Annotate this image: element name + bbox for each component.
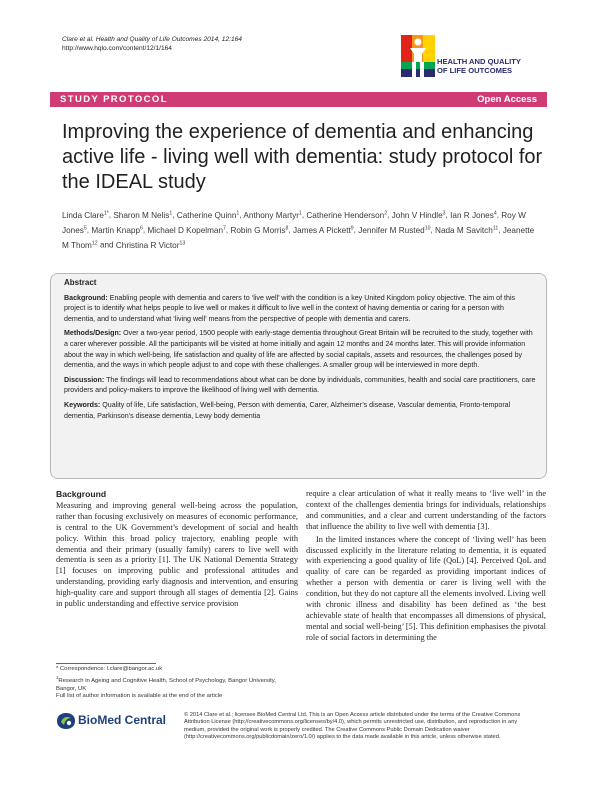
author-list: Linda Clare$^{1*}$, Sharon M Nelis$^1$, Catherine Quinn$^1$, Anthony Martyr$^1$, Catherine Henderson$^2$, John V Hindle$^3$, Ian R Jones$^4$, Roy W Jones$^5$, Martin Knapp$^6$, Michael D Kopelman$^7$, Robin G Morris$^8$, James A Pickett$^9$, Jennifer M Rusted$^{10}$, Nada M Savitch$^{11}$, Jeanette M Thom$^{12}$ and Christina R Victor$^{13}$ (62, 210, 535, 251)
footnote-divider (56, 663, 156, 664)
body-paragraph: Measuring and improving general well-being across the population, rather than focusing exclusively on measures of economic performance, is central to the UK Government’s development of social and health policy. Within this broad policy trajectory, enabling people with dementia and their primary (usually family) carers to live well with dementia is seen as a priority [1]. The UK National Dementia Strategy [1] focuses on improving public and professional attitudes and understanding, providing early diagnosis and intervention, and ensuring high-quality care and support through all stages of dementia [2]. Gains in public understanding and effective service provision (56, 500, 298, 609)
author-name: Robin G Morris$^8$ (230, 225, 289, 235)
author-name: Anthony Martyr$^1$ (243, 210, 302, 220)
author-affiliation-sup: 11 (492, 225, 499, 232)
article-title: Improving the experience of dementia and enhancing active life - living well with dementia: study protocol for the IDEAL study (62, 121, 543, 193)
correspondence-note: * Correspondence: l.clare@bangor.ac.uk (56, 666, 163, 672)
journal-citation: Clare et al. Health and Quality of Life Outcomes 2014, 12:164 (62, 36, 242, 43)
article-url[interactable]: http://www.hqlo.com/content/12/1/164 (62, 44, 172, 52)
author-affiliation-sup: 3 (442, 210, 446, 216)
author-affiliation-sup: 9 (350, 225, 354, 232)
author-name: Catherine Quinn$^1$ (176, 210, 240, 220)
body-paragraph: require a clear articulation of what it really means to ‘live well’ in the context of the challenges dementia brings for individuals, relationships and communities, and a clear and current understanding of the factors that influence the ability to live well with dementia [3]. (306, 489, 546, 531)
author-name: Christina R Victor$^{13}$ (115, 240, 186, 251)
author-affiliation-sup: 1 (236, 210, 240, 216)
author-info-note: Full list of author information is available at the end of the article (56, 693, 223, 700)
license-text: © 2014 Clare et al.; licensee BioMed Central Ltd. This is an Open Access article distributed under the terms of the Creative Commons Attribution License (http://creativecommons.org/licenses/by/4.0), which permits unrestricted use, distribution, and reproduction in any medium, provided the original work is properly credited. The Creative Commons Public Domain Dedication waiver (http://creativecommons.org/publicdomain/zero/1.0/) applies to the data made available in this article, unless otherwise stated. (184, 712, 521, 741)
author-affiliation-sup: 10 (424, 225, 431, 232)
author-name: James A Pickett$^9$ (292, 225, 354, 235)
author-name: Sharon M Nelis$^1$ (113, 210, 173, 220)
abstract-keywords-label: Keywords: (64, 400, 101, 409)
author-name: Jennifer M Rusted$^{10}$ (358, 225, 431, 235)
section-heading-background: Background (56, 489, 107, 499)
abstract-methods-text: Over a two-year period, 1500 people with early-stage dementia throughout Great Britain will be recruited to the study, together with a carer wherever possible. All the participants will be visited at home initially and again 12 months and 24 months later. This will provide information about the way in which well-being, life satisfaction and quality of life are affected by social capitals, assets and resources, the challenges posed by dementia, and the ways in which people adjust to and cope with these challenges. A smaller group will be interviewed in more depth. (64, 329, 533, 370)
author-affiliation-sup: 1 (298, 210, 302, 216)
author-name: John V Hindle$^3$ (391, 210, 446, 220)
abstract-methods-label: Methods/Design: (64, 329, 122, 338)
running-head (62, 36, 362, 53)
author-affiliation-sup: 1 (169, 210, 173, 216)
affiliation-note (56, 674, 296, 694)
abstract-box (50, 273, 547, 479)
author-affiliation-sup: 5 (83, 225, 87, 232)
body-paragraph: In the limited instances where the concept of ‘living well’ has been discussed explicitly in the literature relating to dementia, it is equated with experiencing a good quality of life (QoL) [4]. Perceived QoL and quality of care can be regarded as providing important indices of whether a person with dementia or carer is living well with the condition, but they do not capture all the elements involved. Living well with chronic illness and disability has been defined as ‘the best achievable state of health that encompasses all dimensions of physical, mental and social well-being’ [5]. This definition emphasises the pivotal role of social factors in determining the (306, 534, 546, 642)
article-type-label: STUDY PROTOCOL (60, 94, 168, 105)
author-name: Linda Clare$^{1*}$ (62, 210, 109, 220)
author-affiliation-sup: 7 (223, 225, 226, 232)
author-affiliation-sup: 1* (103, 210, 109, 216)
author-affiliation-sup: 6 (140, 225, 143, 232)
abstract-methods (64, 328, 536, 370)
body-column-left (56, 489, 298, 612)
body-column-right (306, 489, 546, 646)
abstract-discussion (64, 375, 536, 396)
author-name: Nada M Savitch$^{11}$ (435, 225, 499, 235)
author-affiliation-sup: 13 (179, 240, 186, 247)
author-affiliation-sup: 12 (91, 240, 98, 247)
hqlo-figure-icon (399, 33, 437, 79)
author-name: Catherine Henderson$^2$ (306, 210, 388, 220)
abstract-background-label: Background: (64, 293, 108, 302)
journal-logo-text: HEALTH AND QUALITY OF LIFE OUTCOMES (437, 57, 521, 75)
affiliation-sup: 1 (56, 674, 59, 680)
publisher-logo (56, 712, 176, 730)
abstract-heading: Abstract (64, 278, 97, 287)
abstract-keywords-text: Quality of life, Life satisfaction, Well-being, Person with dementia, Carer, Alzheimer’s disease, Vascular dementia, Fronto-temporal dementia, Parkinson’s disease dementia, Lewy body dementia (64, 400, 511, 420)
author-name: Jeanette M Thom$^{12}$ (62, 225, 535, 251)
author-name: Martin Knapp$^6$ (91, 225, 143, 235)
article-type-bar (50, 92, 547, 107)
author-affiliation-sup: 2 (384, 210, 388, 216)
biomed-central-icon (56, 712, 76, 730)
author-name: Ian R Jones$^4$ (450, 210, 497, 220)
author-name: Michael D Kopelman$^7$ (147, 225, 226, 235)
journal-logo (399, 33, 549, 79)
author-affiliation-sup: 4 (493, 210, 497, 216)
abstract-background (64, 293, 536, 325)
abstract-discussion-text: The findings will lead to recommendations about what can be done by individuals, communities, health and social care practitioners, care providers and policy-makers to improve the likelihood of living well with dementia. (64, 375, 536, 395)
publisher-name: BioMed Central (78, 713, 167, 727)
abstract-background-text: Enabling people with dementia and carers to ‘live well’ with the condition is a key United Kingdom policy objective. The aim of this project is to identify what helps people to live well or makes it difficult to live well in the context of having dementia or caring for a person with dementia, and to understand what ‘living well’ means from the perspective of people with dementia and carers. (64, 293, 516, 323)
open-access-label: Open Access (477, 94, 537, 105)
footnotes (56, 666, 296, 701)
author-affiliation-sup: 8 (285, 225, 289, 232)
abstract-discussion-label: Discussion: (64, 375, 105, 384)
author-name: Roy W Jones$^5$ (62, 210, 526, 235)
affiliation-text: Research in Ageing and Cognitive Health, School of Psychology, Bangor University, Bangor, UK (56, 677, 276, 692)
abstract-keywords (64, 400, 536, 421)
